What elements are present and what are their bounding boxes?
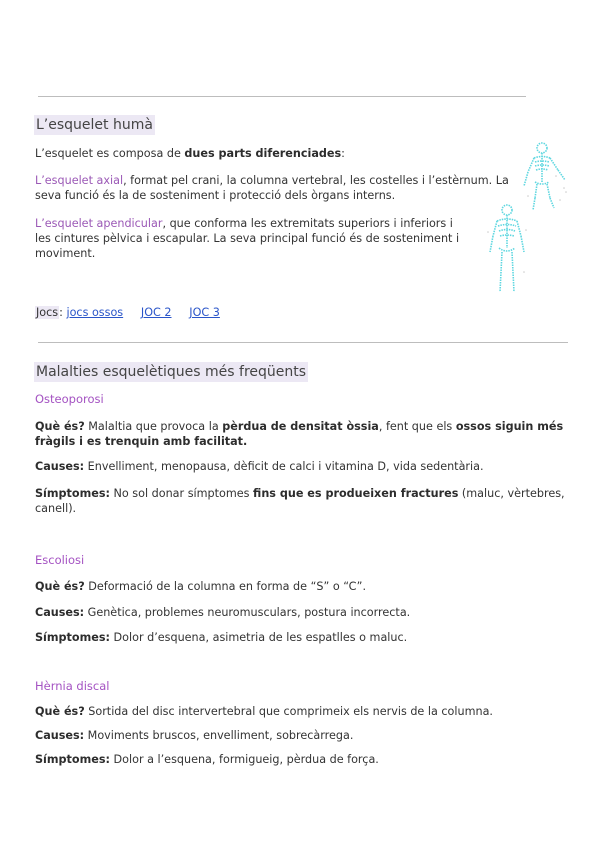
escoliosi-symptoms: Símptomes: Dolor d’esquena, asimetria de les espatlles o maluc. — [35, 631, 408, 644]
section-title-skeleton: L’esquelet humà — [36, 117, 153, 133]
link-joc-3[interactable]: JOC 3 — [189, 306, 220, 319]
hernia-causes: Causes: Moviments bruscos, envelliment, sobrecàrrega. — [35, 729, 354, 742]
appendicular-paragraph: L’esquelet apendicular, que conforma les extremitats superiors i inferiors i les cintures pèlvica i escapular. La seva principal funció és de sosteniment i moviment. — [35, 217, 460, 260]
skeleton-image-2 — [484, 202, 530, 296]
intro-paragraph: L’esquelet es composa de dues parts diferenciades: — [35, 147, 345, 160]
axial-term: L’esquelet axial — [35, 174, 124, 187]
disease-title-hernia-discal: Hèrnia discal — [35, 679, 110, 693]
middle-divider — [38, 342, 568, 343]
osteoporosi-causes: Causes: Envelliment, menopausa, dèficit de calci i vitamina D, vida sedentària. — [35, 460, 484, 473]
games-links-line: Jocs: jocs ossos JOC 2 JOC 3 — [36, 306, 220, 319]
section-title-diseases: Malalties esquelètiques més freqüents — [36, 364, 307, 380]
link-joc-2[interactable]: JOC 2 — [140, 306, 172, 319]
disease-title-escoliosi: Escoliosi — [35, 553, 85, 567]
escoliosi-what: Què és? Deformació de la columna en forma de “S” o “C”. — [35, 580, 366, 593]
osteoporosi-what: Què és? Malaltia que provoca la pèrdua de densitat òssia, fent que els ossos siguin més fràgils i es trenquin amb facilitat. — [35, 420, 564, 448]
hernia-symptoms: Símptomes: Dolor a l’esquena, formigueig, pèrdua de força. — [35, 753, 379, 766]
link-jocs-ossos[interactable]: jocs ossos — [66, 306, 124, 319]
top-divider — [38, 96, 526, 97]
axial-paragraph: L’esquelet axial, format pel crani, la columna vertebral, les costelles i l’estèrnum. La seva funció és la de sosteniment i protecció dels òrgans interns. — [35, 174, 509, 202]
escoliosi-causes: Causes: Genètica, problemes neuromusculars, postura incorrecta. — [35, 606, 411, 619]
osteoporosi-symptoms: Símptomes: No sol donar símptomes fins que es produeixen fractures (maluc, vèrtebres, canell). — [35, 487, 565, 515]
hernia-what: Què és? Sortida del disc intervertebral que comprimeix els nervis de la columna. — [35, 705, 493, 718]
appendicular-term: L’esquelet apendicular — [35, 217, 163, 230]
games-label: Jocs — [36, 306, 59, 319]
disease-title-osteoporosi: Osteoporosi — [35, 392, 104, 406]
